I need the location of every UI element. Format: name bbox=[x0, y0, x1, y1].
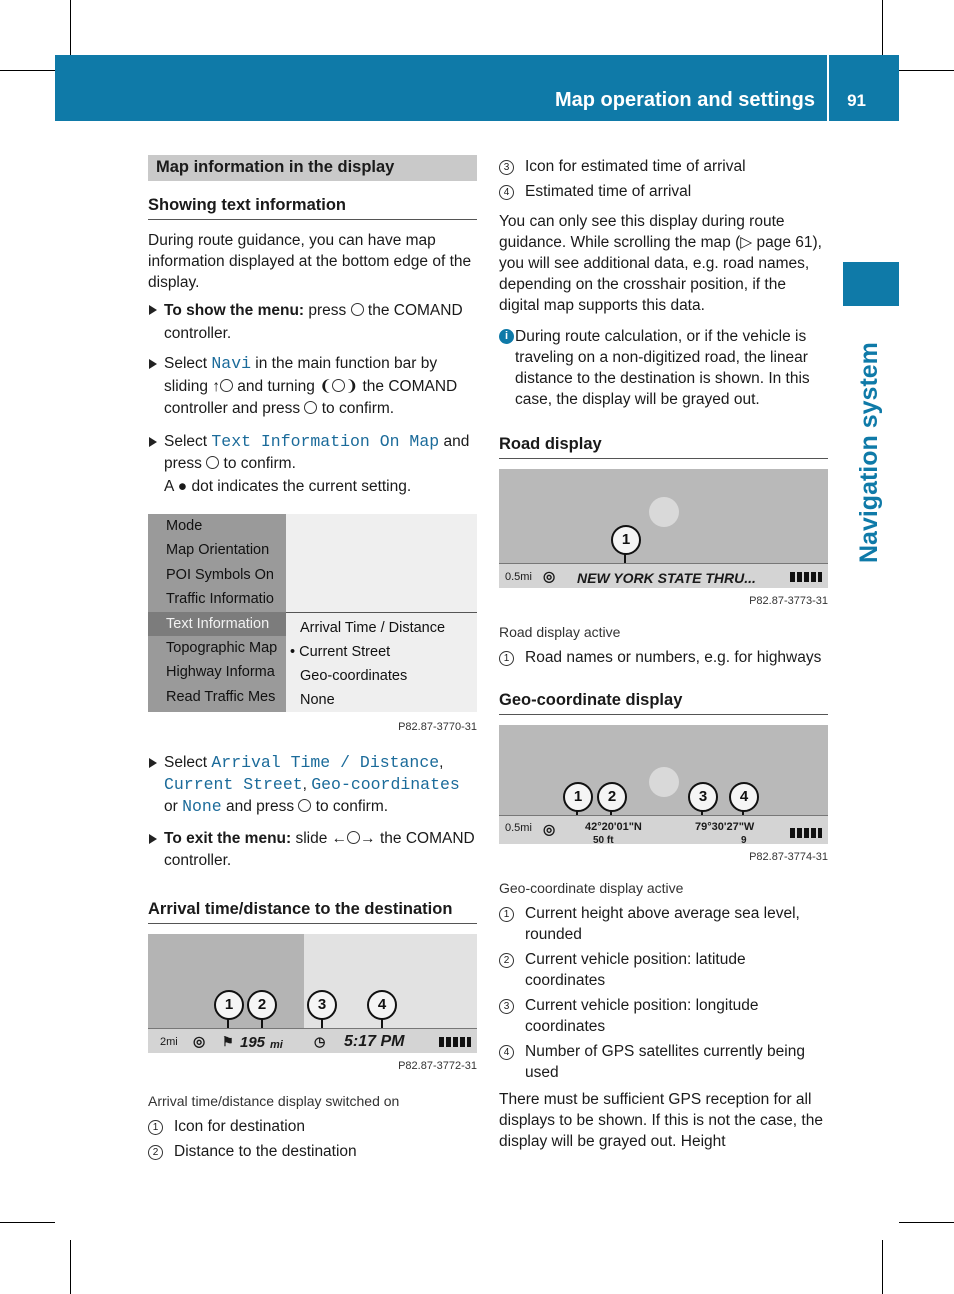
info-note bbox=[499, 326, 828, 410]
legend-text: Road names or numbers, e.g. for highways bbox=[525, 649, 822, 666]
step-exit-menu: To exit the menu: slide ← → the COMAND controller. bbox=[148, 828, 477, 872]
page-number: 91 bbox=[847, 91, 866, 110]
info-text: During route calculation, or if the vehicle is traveling on a non-digitized road, the linear distance to the destination is shown. In this case, the display will be grayed out. bbox=[515, 328, 810, 408]
menu-item: Mode bbox=[166, 518, 203, 534]
figure-code: P82.87-3774-31 bbox=[749, 851, 828, 863]
step-text: and press bbox=[164, 432, 470, 472]
paragraph: You can only see this display during route guidance. While scrolling the map (▷ page 61), you will see additional data, e.g. road names, depending on the crosshair position, if the digital map supports this data. bbox=[499, 213, 822, 314]
legend-number: 1 bbox=[499, 651, 514, 666]
step-show-menu bbox=[148, 299, 477, 345]
subheading-road: Road display bbox=[499, 434, 828, 459]
latitude-value: 42°20'01"N bbox=[585, 821, 642, 833]
position-marker-icon bbox=[649, 767, 679, 797]
satellite-count: 9 bbox=[741, 835, 747, 844]
info-icon: i bbox=[499, 329, 514, 344]
legend-text: Current height above average sea level, rounded bbox=[525, 905, 800, 943]
legend-item bbox=[148, 1141, 477, 1162]
menu-item: POI Symbols On bbox=[166, 566, 274, 583]
legend-item bbox=[499, 995, 828, 1037]
legend-number: 1 bbox=[148, 1120, 163, 1135]
menu-item: Traffic Informatio bbox=[166, 591, 274, 608]
longitude-value: 79°30'27"W bbox=[695, 821, 755, 833]
legend-item bbox=[499, 903, 828, 945]
step-text: in the main function bar by sliding bbox=[164, 355, 438, 395]
compass-icon: ◎ bbox=[543, 821, 556, 837]
legend-text: Current vehicle position: longitude coordinates bbox=[525, 997, 759, 1035]
legend-item bbox=[499, 156, 828, 177]
menu-item: Highway Informa bbox=[166, 664, 275, 681]
legend-text: Current vehicle position: latitude coordinates bbox=[525, 951, 746, 989]
step-text: and turning bbox=[233, 377, 320, 395]
position-marker-icon bbox=[649, 497, 679, 527]
step-text: slide bbox=[291, 830, 332, 847]
menu-item: Read Traffic Mes bbox=[166, 688, 276, 705]
step-note: A ● dot indicates the current setting. bbox=[164, 477, 412, 495]
step-select-option: Select Arrival Time / Distance, Current Street, Geo-coordinates or None and press to confirm. bbox=[148, 752, 477, 818]
header-separator bbox=[827, 55, 829, 121]
crop-mark bbox=[882, 1240, 883, 1294]
left-column bbox=[148, 155, 477, 1162]
destination-flag-icon: ⚑ bbox=[222, 1034, 234, 1049]
geo-screenshot bbox=[499, 725, 828, 844]
legend-number: 2 bbox=[148, 1145, 163, 1160]
section-tab-marker bbox=[843, 262, 899, 306]
legend-number: 3 bbox=[499, 160, 514, 175]
scale-label: 0.5mi bbox=[505, 822, 532, 834]
section-heading: Map information in the display bbox=[148, 155, 477, 181]
legend-text: Number of GPS satellites currently being used bbox=[525, 1043, 805, 1081]
subheading-text-info: Showing text information bbox=[148, 195, 477, 220]
step-text: press bbox=[304, 302, 351, 319]
legend-item bbox=[499, 1041, 828, 1083]
callout-3: 3 bbox=[307, 990, 337, 1020]
legend-text: Icon for destination bbox=[174, 1118, 305, 1135]
callout-1: 1 bbox=[611, 525, 641, 555]
step-text: and press bbox=[221, 798, 299, 815]
scale-label: 0.5mi bbox=[505, 571, 532, 583]
callout-1: 1 bbox=[563, 782, 593, 812]
option-none: None bbox=[300, 692, 335, 708]
menu-item: Topographic Map bbox=[166, 639, 278, 656]
option-arrival: Arrival Time / Distance bbox=[300, 620, 446, 636]
status-bar bbox=[499, 563, 828, 588]
option-geo: Geo-coordinates bbox=[300, 668, 408, 684]
distance-unit: mi bbox=[270, 1039, 283, 1051]
step-text: Select bbox=[164, 432, 212, 450]
menu-code-geo: Geo-coordinates bbox=[311, 775, 460, 794]
crop-mark bbox=[70, 1240, 71, 1294]
menu-item: Map Orientation bbox=[166, 542, 270, 559]
press-icon bbox=[206, 456, 219, 469]
side-tab-label: Navigation system bbox=[855, 342, 883, 563]
figure-code: P82.87-3773-31 bbox=[749, 595, 828, 607]
distance-value: 195 bbox=[240, 1034, 266, 1051]
gps-bars-icon bbox=[790, 828, 822, 838]
legend-item bbox=[499, 949, 828, 991]
step-text: the COMAND controller. bbox=[164, 830, 475, 869]
slide-icon bbox=[347, 831, 360, 844]
turn-icon bbox=[332, 379, 345, 392]
arrival-screenshot bbox=[148, 934, 477, 1053]
callout-2: 2 bbox=[597, 782, 627, 812]
step-text: Select bbox=[164, 754, 212, 771]
crop-mark bbox=[899, 70, 954, 71]
step-text: Select bbox=[164, 355, 212, 372]
callout-4: 4 bbox=[367, 990, 397, 1020]
step-text: or bbox=[164, 798, 183, 815]
slide-icon bbox=[220, 379, 233, 392]
crop-mark bbox=[0, 70, 55, 71]
crop-mark bbox=[899, 1222, 954, 1223]
figure-caption: Geo-coordinate display active bbox=[499, 880, 684, 896]
scale-label: 2mi bbox=[160, 1036, 178, 1048]
legend-item bbox=[499, 181, 828, 202]
crop-mark bbox=[882, 0, 883, 55]
legend-item bbox=[148, 1116, 477, 1137]
menu-item-selected: Text Information bbox=[148, 612, 286, 636]
gps-bars-icon bbox=[439, 1037, 471, 1047]
step-select-text-info bbox=[148, 431, 477, 499]
step-text: to confirm. bbox=[311, 798, 389, 815]
crop-mark bbox=[0, 1222, 55, 1223]
compass-icon: ◎ bbox=[543, 568, 556, 584]
callout-4: 4 bbox=[729, 782, 759, 812]
figure-code: P82.87-3770-31 bbox=[398, 721, 477, 733]
step-text: to confirm. bbox=[219, 455, 296, 472]
legend-number: 1 bbox=[499, 907, 514, 922]
menu-code-none: None bbox=[182, 797, 222, 816]
right-column bbox=[499, 155, 828, 1152]
press-icon bbox=[298, 799, 311, 812]
press-icon bbox=[351, 303, 364, 316]
subheading-geo: Geo-coordinate display bbox=[499, 690, 828, 715]
legend-item bbox=[499, 647, 828, 668]
status-bar bbox=[148, 1028, 477, 1053]
page-header bbox=[55, 55, 899, 121]
gps-bars-icon bbox=[790, 572, 822, 582]
step-text: to confirm. bbox=[317, 400, 395, 417]
legend-text: Distance to the destination bbox=[174, 1143, 357, 1160]
step-label: To show the menu: bbox=[164, 302, 305, 319]
press-icon bbox=[304, 401, 317, 414]
menu-code-arrival: Arrival Time / Distance bbox=[211, 753, 440, 772]
legend-text: Estimated time of arrival bbox=[525, 183, 692, 200]
menu-divider bbox=[286, 612, 477, 613]
header-title: Map operation and settings bbox=[554, 89, 815, 111]
option-current-street: • Current Street bbox=[290, 644, 391, 660]
legend-number: 4 bbox=[499, 185, 514, 200]
road-screenshot bbox=[499, 469, 828, 588]
legend-text: Icon for estimated time of arrival bbox=[525, 158, 746, 175]
figure-caption: Arrival time/distance display switched on bbox=[148, 1093, 400, 1109]
crop-mark bbox=[70, 0, 71, 55]
clock-icon: ◷ bbox=[314, 1034, 326, 1049]
paragraph: There must be sufficient GPS reception for all displays to be shown. If this is not the case, the display will be grayed out. Height bbox=[499, 1091, 823, 1150]
menu-screenshot bbox=[148, 514, 477, 712]
height-value: 50 ft bbox=[593, 835, 614, 844]
menu-left-list bbox=[148, 514, 286, 712]
intro-paragraph: During route guidance, you can have map information displayed at the bottom edge of the display. bbox=[148, 232, 472, 291]
menu-code-text-info: Text Information On Map bbox=[211, 431, 440, 451]
figure-caption: Road display active bbox=[499, 624, 621, 640]
status-bar bbox=[499, 815, 828, 844]
figure-code: P82.87-3772-31 bbox=[398, 1060, 477, 1072]
callout-1: 1 bbox=[214, 990, 244, 1020]
callout-2: 2 bbox=[247, 990, 277, 1020]
step-text: the COMAND controller and press bbox=[164, 377, 458, 417]
legend-number: 4 bbox=[499, 1045, 514, 1060]
callout-3: 3 bbox=[688, 782, 718, 812]
street-name: NEW YORK STATE THRU... bbox=[577, 570, 756, 586]
step-text: the COMAND controller. bbox=[164, 302, 463, 342]
arrival-time: 5:17 PM bbox=[344, 1033, 405, 1050]
step-label: To exit the menu: bbox=[164, 830, 292, 847]
subheading-arrival: Arrival time/distance to the destination bbox=[148, 899, 477, 924]
legend-number: 3 bbox=[499, 999, 514, 1014]
step-select-navi: Select Navi in the main function bar by sliding ↑ and turning ❨ ❩ the COMAND controller and press to confirm. bbox=[148, 353, 477, 421]
menu-code-street: Current Street bbox=[164, 775, 303, 794]
compass-icon: ◎ bbox=[193, 1033, 206, 1049]
legend-number: 2 bbox=[499, 953, 514, 968]
menu-code-navi: Navi bbox=[211, 354, 251, 373]
